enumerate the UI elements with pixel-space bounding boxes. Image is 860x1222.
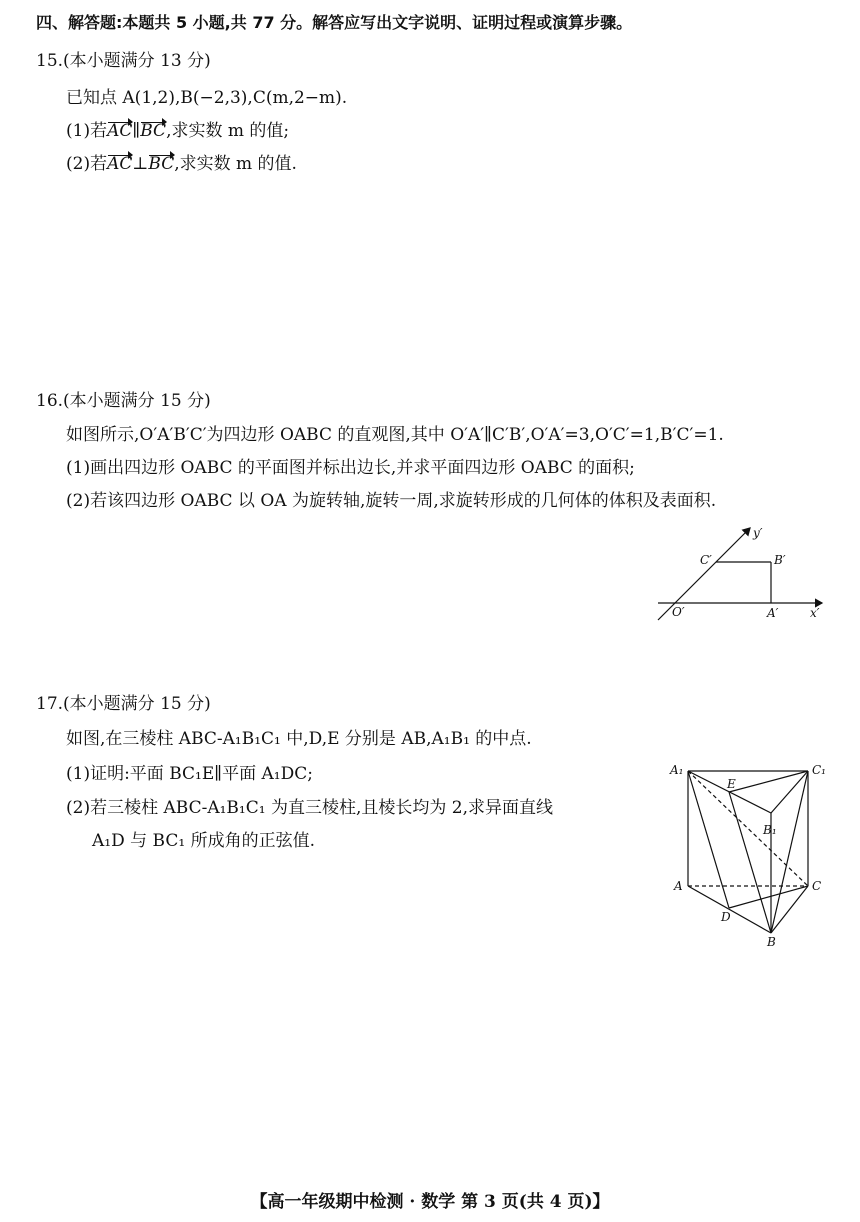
edge-b1c1 [771, 771, 808, 813]
label-b-prime: B′ [774, 553, 786, 567]
q17-part1: (1)证明:平面 BC₁E∥平面 A₁DC; [66, 764, 313, 784]
label-x: x′ [810, 606, 820, 620]
label-b1: B₁ [763, 823, 777, 837]
label-y: y′ [753, 526, 763, 540]
q17-points: (本小题满分 15 分) [63, 694, 211, 714]
q17-part2-line1: (2)若三棱柱 ABC-A₁B₁C₁ 为直三棱柱,且棱长均为 2,求异面直线 [66, 798, 553, 818]
page-footer: 【高一年级期中检测 · 数学 第 3 页(共 4 页)】 [250, 1192, 610, 1212]
label-c: C [812, 879, 822, 893]
q15-part1-prefix: (1)若 [66, 121, 108, 141]
segment-dc [729, 886, 808, 908]
q16-header [36, 390, 211, 412]
vector-bc: BC [140, 121, 167, 141]
q17-header [36, 693, 211, 715]
parallel-symbol: ∥ [132, 121, 141, 141]
vector-bc: BC [148, 154, 175, 174]
q16-intuitive-diagram [650, 520, 830, 625]
segment-a1d [688, 771, 729, 908]
vector-ac: AC [107, 121, 133, 141]
q15-number: 15. [36, 51, 64, 71]
label-c-prime: C′ [700, 553, 712, 567]
label-a-prime: A′ [767, 606, 779, 620]
q16-part2: (2)若该四边形 OABC 以 OA 为旋转轴,旋转一周,求旋转形成的几何体的体积及表面积. [66, 491, 717, 511]
segment-a1c-hidden [688, 771, 808, 886]
q15-part2-prefix: (2)若 [66, 154, 108, 174]
q15-part1-suffix: ,求实数 m 的值; [166, 121, 290, 141]
label-o-prime: O′ [672, 605, 685, 619]
label-b: B [767, 935, 776, 948]
segment-eb [729, 792, 771, 933]
q16-points: (本小题满分 15 分) [63, 391, 211, 411]
q15-points: (本小题满分 13 分) [63, 51, 211, 71]
q17-number: 17. [36, 694, 64, 714]
perpendicular-symbol: ⊥ [132, 154, 149, 174]
q16-number: 16. [36, 391, 64, 411]
vector-ac: AC [107, 154, 133, 174]
label-c1: C₁ [812, 763, 826, 777]
q17-intro: 如图,在三棱柱 ABC-A₁B₁C₁ 中,D,E 分别是 AB,A₁B₁ 的中点. [66, 729, 532, 749]
segment-ec1 [729, 771, 808, 792]
q17-part2-line2: A₁D 与 BC₁ 所成角的正弦值. [92, 831, 315, 851]
label-e: E [727, 777, 736, 791]
q16-intro: 如图所示,O′A′B′C′为四边形 OABC 的直观图,其中 O′A′∥C′B′,O′A′=3,O′C′=1,B′C′=1. [66, 425, 724, 445]
q15-part1 [66, 120, 289, 142]
q17-prism-diagram [668, 758, 838, 948]
label-d: D [721, 910, 731, 924]
q15-part2-suffix: ,求实数 m 的值. [174, 154, 297, 174]
q15-given: 已知点 A(1,2),B(−2,3),C(m,2−m). [66, 88, 348, 108]
q15-header [36, 50, 211, 72]
section-heading: 四、解答题:本题共 5 小题,共 77 分。解答应写出文字说明、证明过程或演算步骤。 [36, 13, 633, 32]
q15-part2 [66, 153, 297, 175]
q16-part1: (1)画出四边形 OABC 的平面图并标出边长,并求平面四边形 OABC 的面积; [66, 458, 635, 478]
label-a: A [674, 879, 683, 893]
label-a1: A₁ [670, 763, 684, 777]
